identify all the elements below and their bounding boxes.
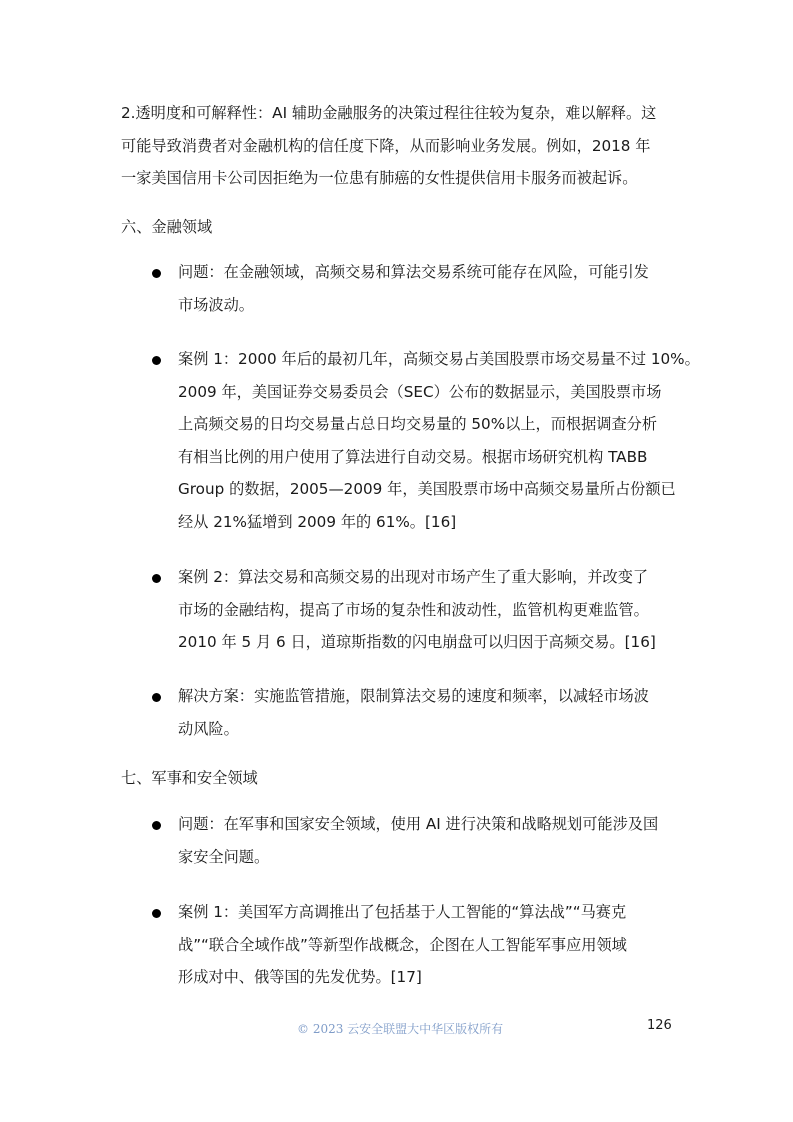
section-heading-military: 七、军事和安全领域 (121, 769, 258, 787)
text-line: 形成对中、俄等国的先发优势。[17] (178, 968, 422, 986)
bullet-text (178, 896, 627, 994)
bullet-icon (152, 269, 161, 278)
text-line: 经从 21%猛增到 2009 年的 61%。[16] (178, 512, 457, 531)
text-line: 一家美国信用卡公司因拒绝为一位患有肺癌的女性提供信用卡服务而被起诉。 (121, 169, 638, 187)
text-line: 战”“联合全域作战”等新型作战概念，企图在人工智能军事应用领域 (178, 935, 627, 954)
copyright-footer: © 2023 云安全联盟大中华区版权所有 (297, 1022, 504, 1036)
intro-paragraph (121, 97, 681, 195)
text-line: 问题：在金融领域，高频交易和算法交易系统可能存在风险，可能引发 (178, 263, 649, 281)
bullet-icon (152, 821, 161, 830)
text-line: 市场的金融结构，提高了市场的复杂性和波动性，监管机构更难监管。 (178, 600, 649, 619)
bullet-icon (152, 909, 161, 918)
text-line: 案例 2：算法交易和高频交易的出现对市场产生了重大影响，并改变了 (178, 568, 649, 586)
bullet-icon (152, 574, 161, 583)
text-line: 动风险。 (178, 719, 239, 738)
bullet-text (178, 343, 700, 538)
bullet-icon (152, 693, 161, 702)
bullet-text (178, 256, 649, 321)
text-line: 市场波动。 (178, 295, 254, 314)
page-number: 126 (647, 1018, 672, 1033)
text-line: 可能导致消费者对金融机构的信任度下降，从而影响业务发展。例如，2018 年 (121, 136, 651, 155)
text-line: 解决方案：实施监管措施，限制算法交易的速度和频率，以减轻市场波 (178, 687, 649, 705)
text-line: 案例 1：2000 年后的最初几年，高频交易占美国股票市场交易量不过 10%。 (178, 350, 700, 368)
text-line: 家安全问题。 (178, 847, 270, 866)
bullet-text (178, 561, 656, 659)
text-line: 2.透明度和可解释性：AI 辅助金融服务的决策过程往往较为复杂，难以解释。这 (121, 104, 657, 122)
bullet-text (178, 808, 658, 873)
bullet-icon (152, 356, 161, 365)
text-line: Group 的数据，2005—2009 年，美国股票市场中高频交易量所占份额已 (178, 480, 676, 498)
text-line: 有相当比例的用户使用了算法进行自动交易。根据市场研究机构 TABB (178, 447, 648, 466)
text-line: 2010 年 5 月 6 日，道琼斯指数的闪电崩盘可以归因于高频交易。[16] (178, 633, 656, 651)
text-line: 案例 1：美国军方高调推出了包括基于人工智能的“算法战”“马赛克 (178, 903, 627, 921)
text-line: 问题：在军事和国家安全领域，使用 AI 进行决策和战略规划可能涉及国 (178, 815, 659, 833)
text-line: 2009 年，美国证券交易委员会（SEC）公布的数据显示，美国股票市场 (178, 382, 662, 401)
section-heading-finance: 六、金融领域 (121, 218, 213, 236)
text-line: 上高频交易的日均交易量占总日均交易量的 50%以上，而根据调查分析 (178, 415, 658, 433)
bullet-text (178, 680, 649, 745)
